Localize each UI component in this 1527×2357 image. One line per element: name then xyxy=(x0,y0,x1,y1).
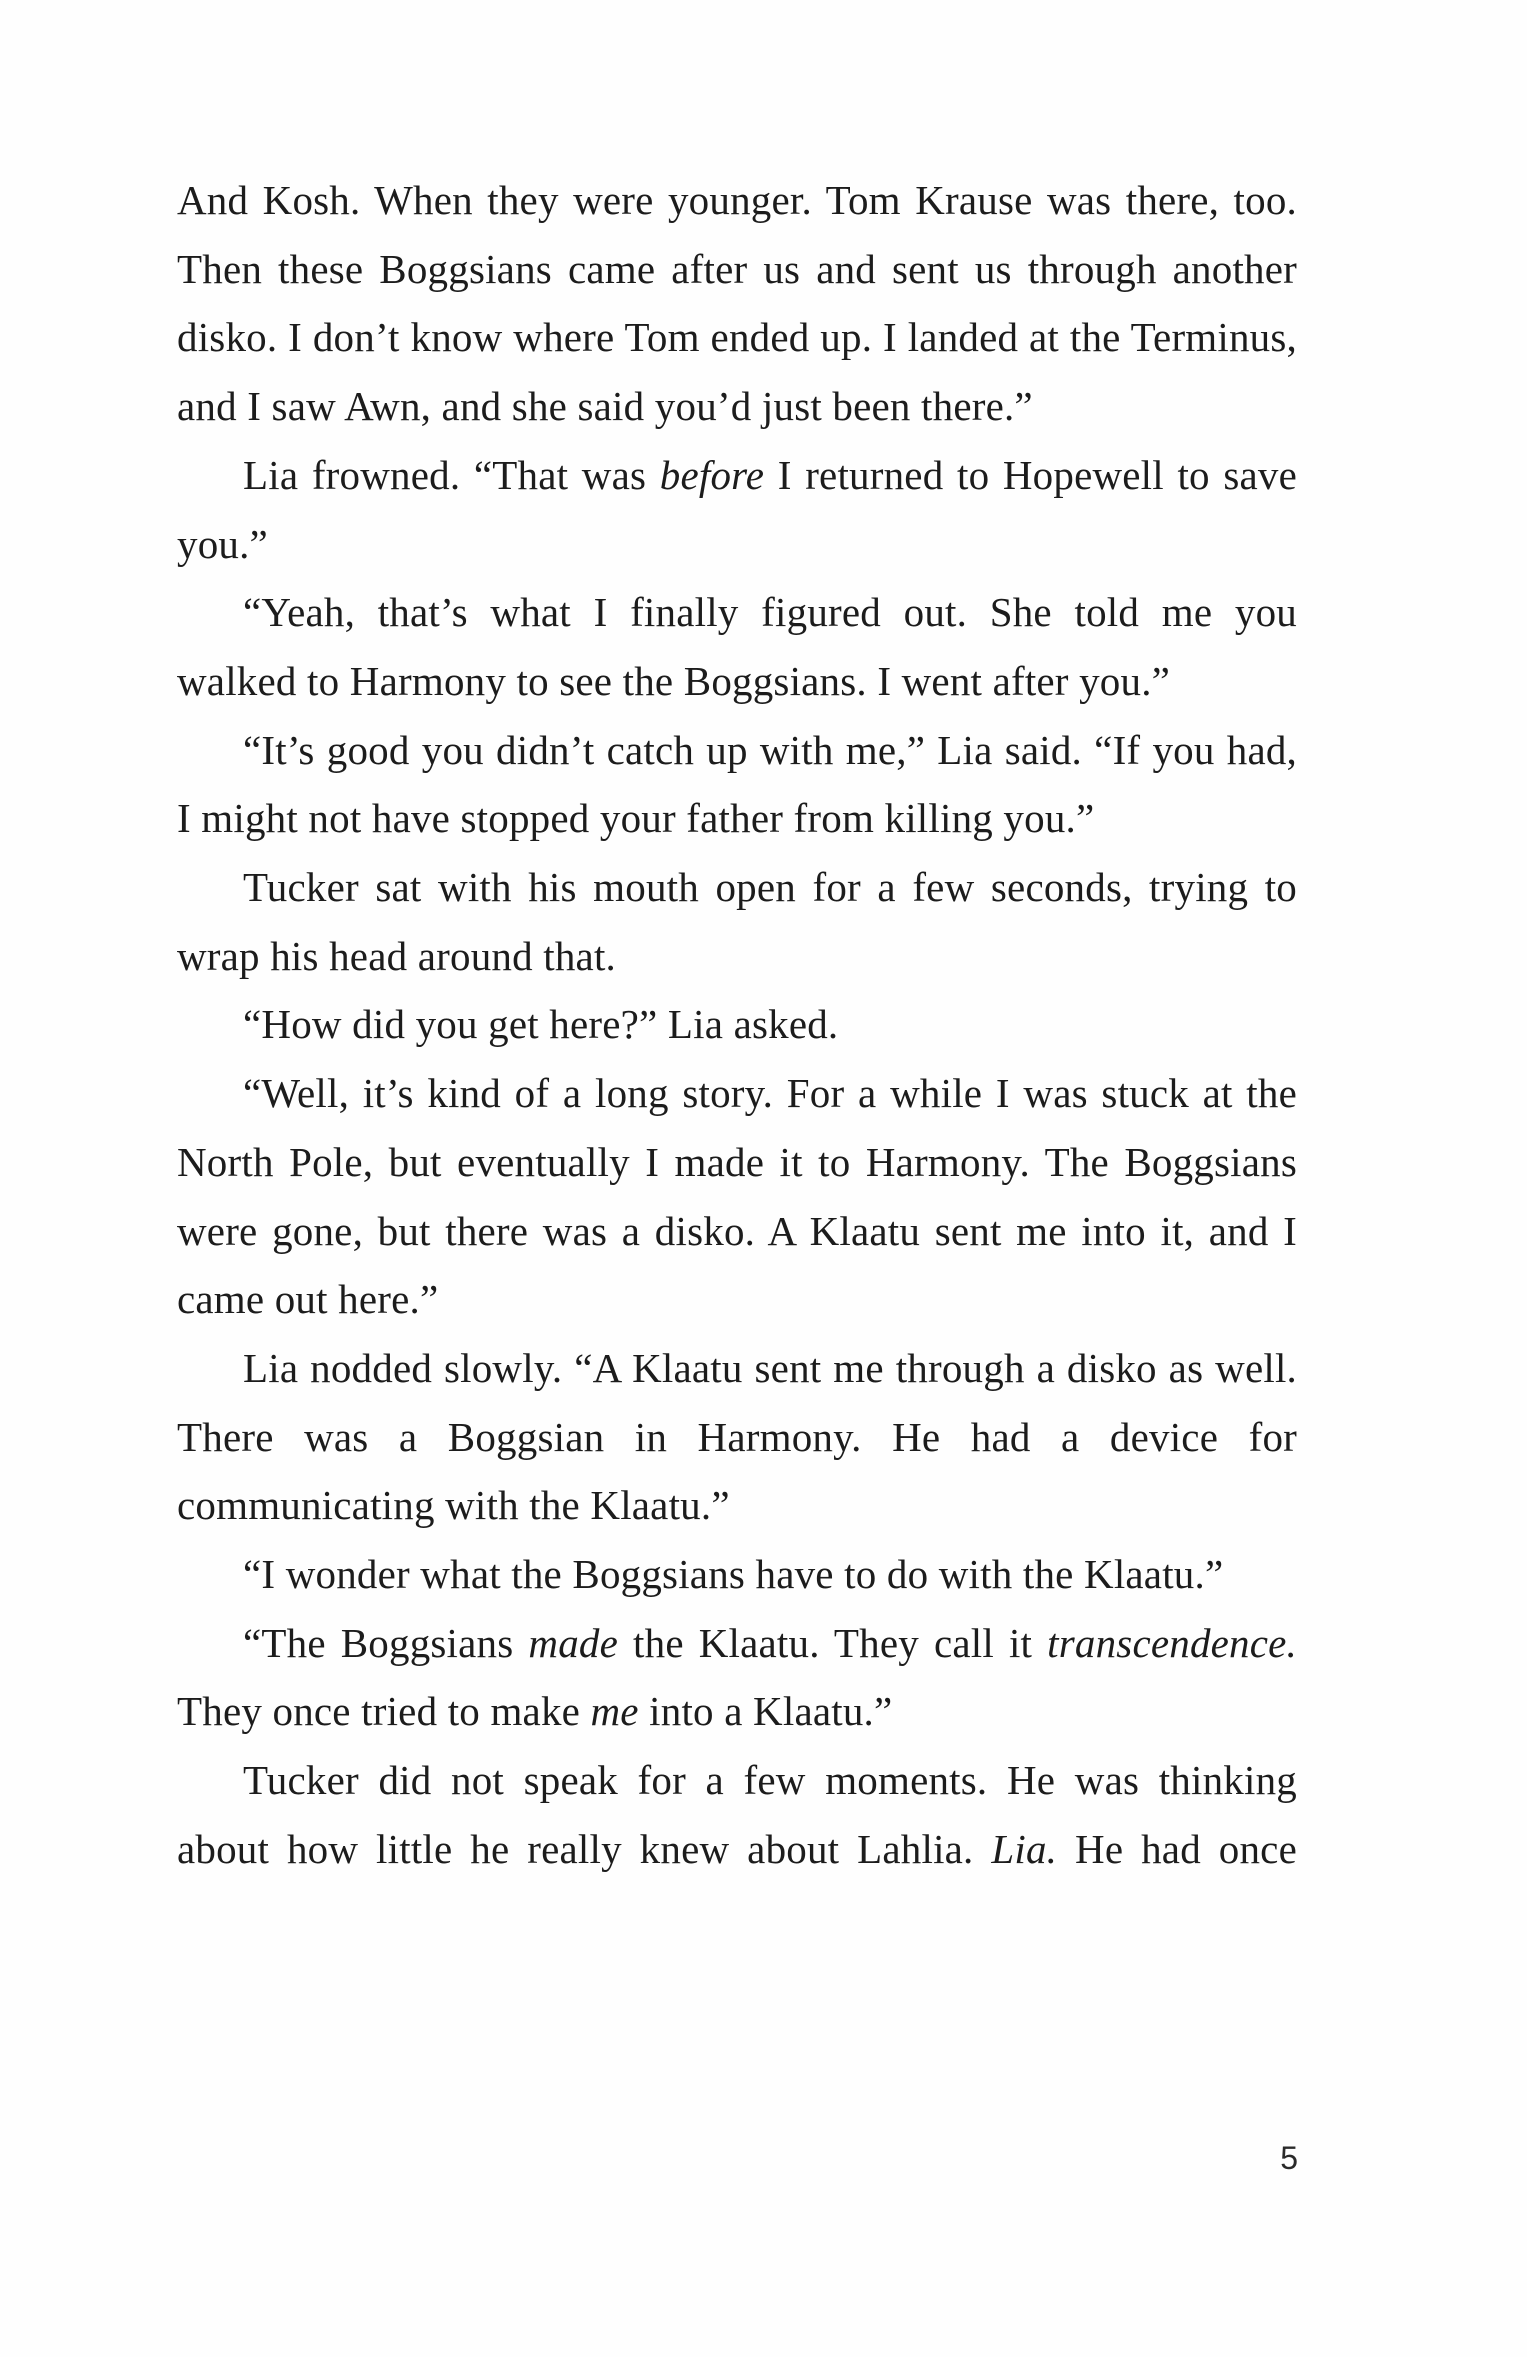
paragraph xyxy=(177,441,1297,578)
text-run: And Kosh. When they were younger. Tom Krause was there, too. Then these Boggsians came after us and sent us through another disko. I don’t know where Tom ended up. I landed at the Terminus, and I saw Awn, and she said you’d just been there.” xyxy=(177,177,1297,430)
body-text xyxy=(177,166,1297,1884)
paragraph xyxy=(177,990,1297,1059)
text-run: I returned to Hopewell to save you.” xyxy=(177,451,1297,567)
paragraph xyxy=(177,1540,1297,1609)
text-run: “The Boggsians xyxy=(243,1619,529,1666)
italic-run: Lia. xyxy=(991,1825,1058,1872)
text-run: into a Klaatu.” xyxy=(638,1688,893,1735)
text-run: Lia nodded slowly. “A Klaatu sent me through a disko as well. There was a Boggsian in Harmony. He had a device for communicating with the Klaatu.” xyxy=(177,1344,1297,1529)
italic-run: transcendence. xyxy=(1047,1619,1297,1666)
text-run: They once tried to make xyxy=(177,1688,591,1735)
text-run: “How did you get here?” Lia asked. xyxy=(243,1001,839,1048)
text-run: Lia frowned. “That was xyxy=(243,451,660,498)
paragraph xyxy=(177,578,1297,715)
paragraph xyxy=(177,1059,1297,1334)
text-run: “It’s good you didn’t catch up with me,” Lia said. “If you had, I might not have stopped your father from killing you.” xyxy=(177,726,1297,842)
italic-run: me xyxy=(590,1688,639,1735)
text-run: Tucker sat with his mouth open for a few seconds, trying to wrap his head around that. xyxy=(177,864,1297,979)
page-number: 5 xyxy=(1280,2140,1298,2176)
paragraph xyxy=(177,1609,1297,1746)
paragraph xyxy=(177,716,1297,853)
italic-run: made xyxy=(528,1619,619,1666)
paragraph xyxy=(177,1746,1297,1883)
paragraph xyxy=(177,166,1297,441)
text-run: the Klaatu. They call it xyxy=(618,1619,1048,1666)
paragraph xyxy=(177,1334,1297,1540)
text-run: Tucker did not speak for a few moments. He was thinking about how little he really knew about Lahlia. xyxy=(177,1757,1297,1872)
text-run: “I wonder what the Boggsians have to do with the Klaatu.” xyxy=(243,1551,1224,1598)
text-run: “Well, it’s kind of a long story. For a while I was stuck at the North Pole, but eventually I made it to Harmony. The Boggsians were gone, but there was a disko. A Klaatu sent me into it, and I came out here.” xyxy=(177,1070,1297,1323)
text-run: “Yeah, that’s what I finally figured out. She told me you walked to Harmony to see the Boggsians. I went after you.” xyxy=(177,589,1297,704)
text-run: He had once xyxy=(1057,1825,1297,1872)
paragraph xyxy=(177,853,1297,990)
italic-run: before xyxy=(659,451,765,498)
